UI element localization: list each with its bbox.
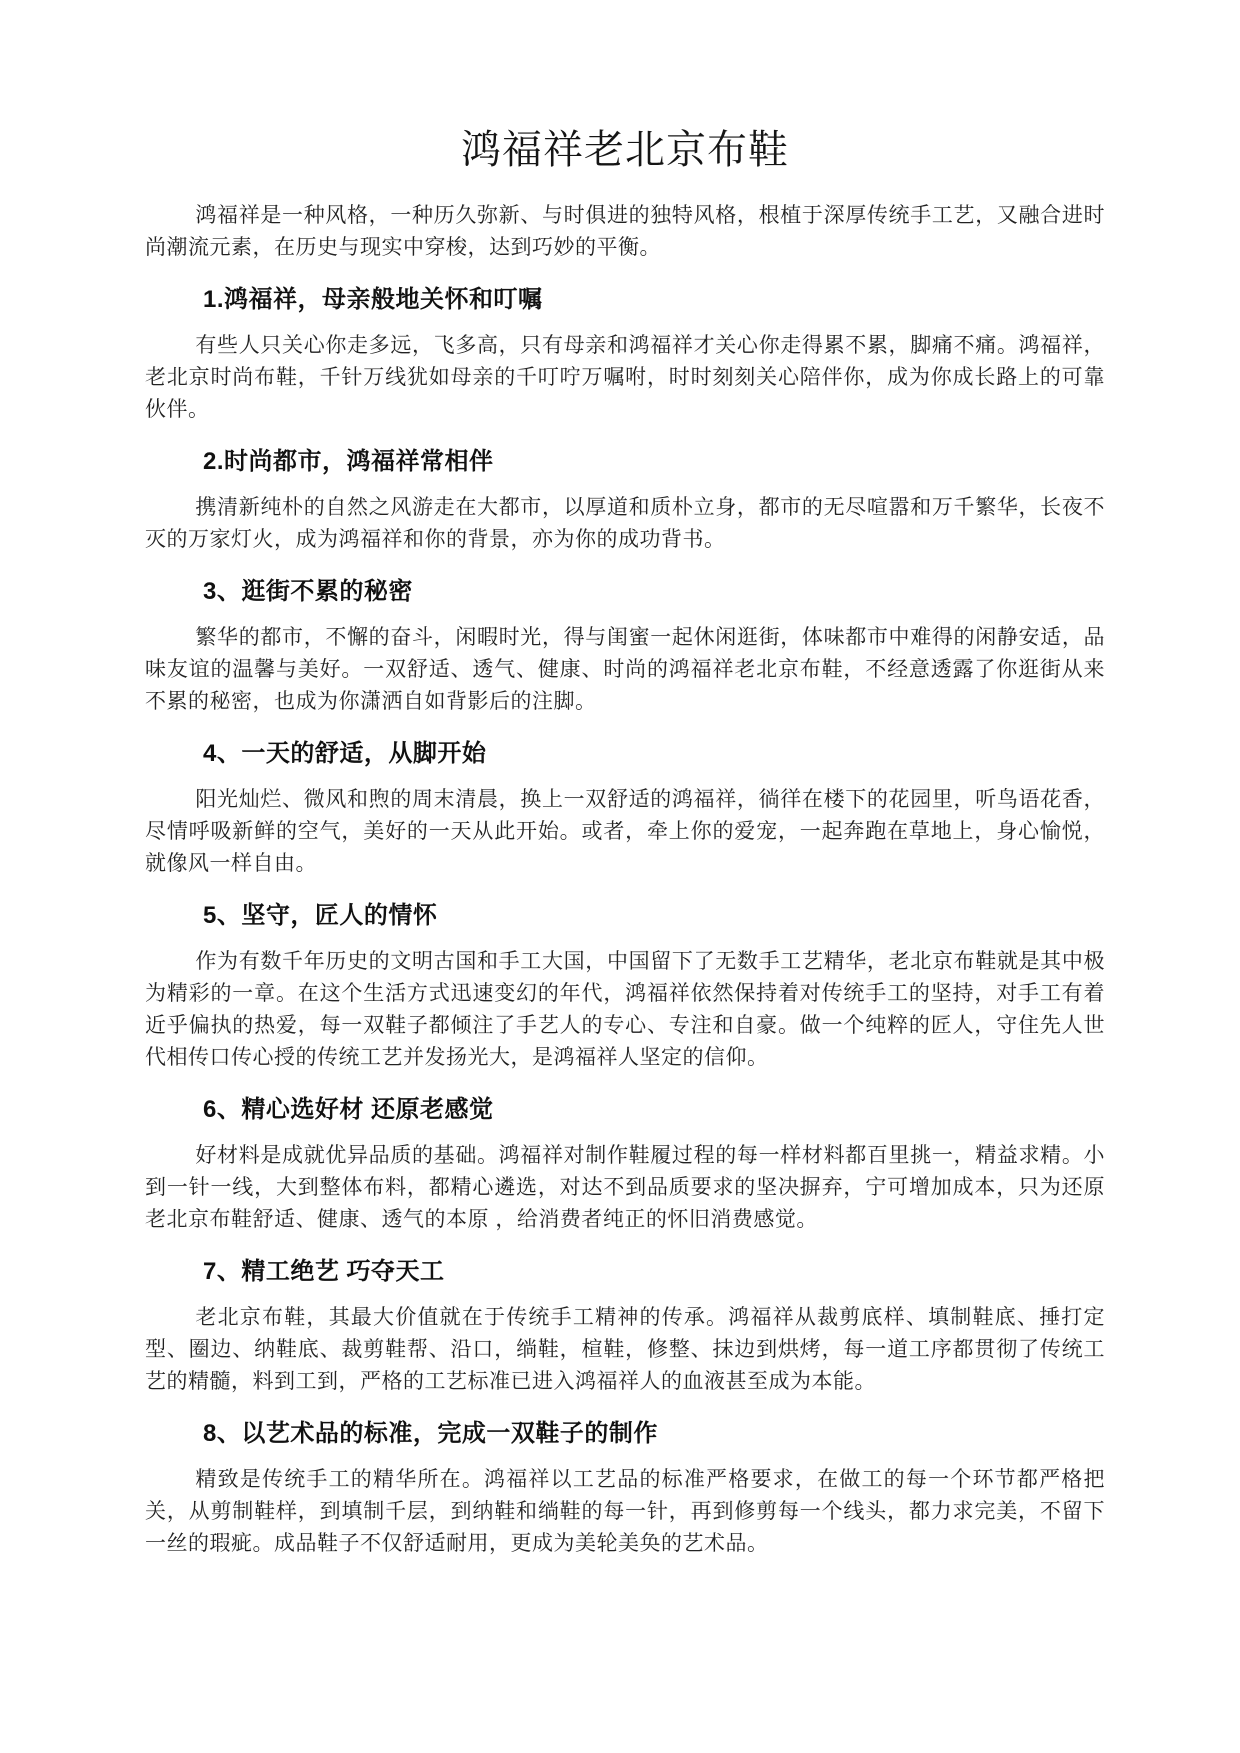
section-heading: 8、以艺术品的标准，完成一双鞋子的制作 xyxy=(203,1420,658,1447)
section-5 xyxy=(145,898,1105,1074)
section-heading: 5、坚守，匠人的情怀 xyxy=(203,902,438,929)
intro-paragraph: 鸿福祥是一种风格，一种历久弥新、与时俱进的独特风格，根植于深厚传统手工艺，又融合进时尚潮流元素，在历史与现实中穿梭，达到巧妙的平衡。 xyxy=(145,204,1105,259)
section-3 xyxy=(145,574,1105,718)
section-1 xyxy=(145,282,1105,426)
section-paragraph: 作为有数千年历史的文明古国和手工大国，中国留下了无数手工艺精华，老北京布鞋就是其中极为精彩的一章。在这个生活方式迅速变幻的年代，鸿福祥依然保持着对传统手工的坚持，对手工有着近乎偏执的热爱，每一双鞋子都倾注了手艺人的专心、专注和自豪。做一个纯粹的匠人，守住先人世代相传口传心授的传统工艺并发扬光大，是鸿福祥人坚定的信仰。 xyxy=(145,950,1105,1069)
section-heading: 1.鸿福祥，母亲般地关怀和叮嘱 xyxy=(203,286,543,313)
section-2 xyxy=(145,444,1105,556)
section-paragraph: 精致是传统手工的精华所在。鸿福祥以工艺品的标准严格要求，在做工的每一个环节都严格把关，从剪制鞋样，到填制千层，到纳鞋和绱鞋的每一针，再到修剪每一个线头，都力求完美，不留下一丝的瑕疵。成品鞋子不仅舒适耐用，更成为美轮美奂的艺术品。 xyxy=(145,1468,1105,1555)
section-paragraph: 有些人只关心你走多远，飞多高，只有母亲和鸿福祥才关心你走得累不累，脚痛不痛。鸿福祥，老北京时尚布鞋，千针万线犹如母亲的千叮咛万嘱咐，时时刻刻关心陪伴你，成为你成长路上的可靠伙伴。 xyxy=(145,334,1105,421)
section-7 xyxy=(145,1254,1105,1398)
section-8 xyxy=(145,1416,1105,1560)
section-paragraph: 好材料是成就优异品质的基础。鸿福祥对制作鞋履过程的每一样材料都百里挑一，精益求精。小到一针一线，大到整体布料，都精心遴选，对达不到品质要求的坚决摒弃，宁可增加成本，只为还原老北京布鞋舒适、健康、透气的本原 ，给消费者纯正的怀旧消费感觉。 xyxy=(145,1144,1105,1231)
section-heading: 4、一天的舒适，从脚开始 xyxy=(203,740,487,767)
section-heading: 3、逛街不累的秘密 xyxy=(203,578,413,605)
section-paragraph: 阳光灿烂、微风和煦的周末清晨，换上一双舒适的鸿福祥，徜徉在楼下的花园里，听鸟语花香，尽情呼吸新鲜的空气，美好的一天从此开始。或者，牵上你的爱宠，一起奔跑在草地上，身心愉悦，就像风一样自由。 xyxy=(145,788,1105,875)
document-title: 鸿福祥老北京布鞋 xyxy=(461,128,789,172)
section-paragraph: 繁华的都市，不懈的奋斗，闲暇时光，得与闺蜜一起休闲逛街，体味都市中难得的闲静安适，品味友谊的温馨与美好。一双舒适、透气、健康、时尚的鸿福祥老北京布鞋，不经意透露了你逛街从来不累的秘密，也成为你潇洒自如背影后的注脚。 xyxy=(145,626,1105,713)
section-heading: 2.时尚都市，鸿福祥常相伴 xyxy=(203,448,494,475)
section-heading: 6、精心选好材 还原老感觉 xyxy=(203,1096,494,1123)
section-4 xyxy=(145,736,1105,880)
section-paragraph: 老北京布鞋，其最大价值就在于传统手工精神的传承。鸿福祥从裁剪底样、填制鞋底、捶打定型、圈边、纳鞋底、裁剪鞋帮、沿口，绱鞋，楦鞋，修整、抹边到烘烤，每一道工序都贯彻了传统工艺的精髓，料到工到，严格的工艺标准已进入鸿福祥人的血液甚至成为本能。 xyxy=(145,1306,1105,1393)
section-heading: 7、精工绝艺 巧夺天工 xyxy=(203,1258,445,1285)
section-paragraph: 携清新纯朴的自然之风游走在大都市，以厚道和质朴立身，都市的无尽喧嚣和万千繁华，长夜不灭的万家灯火，成为鸿福祥和你的背景，亦为你的成功背书。 xyxy=(145,496,1105,551)
section-6 xyxy=(145,1092,1105,1236)
